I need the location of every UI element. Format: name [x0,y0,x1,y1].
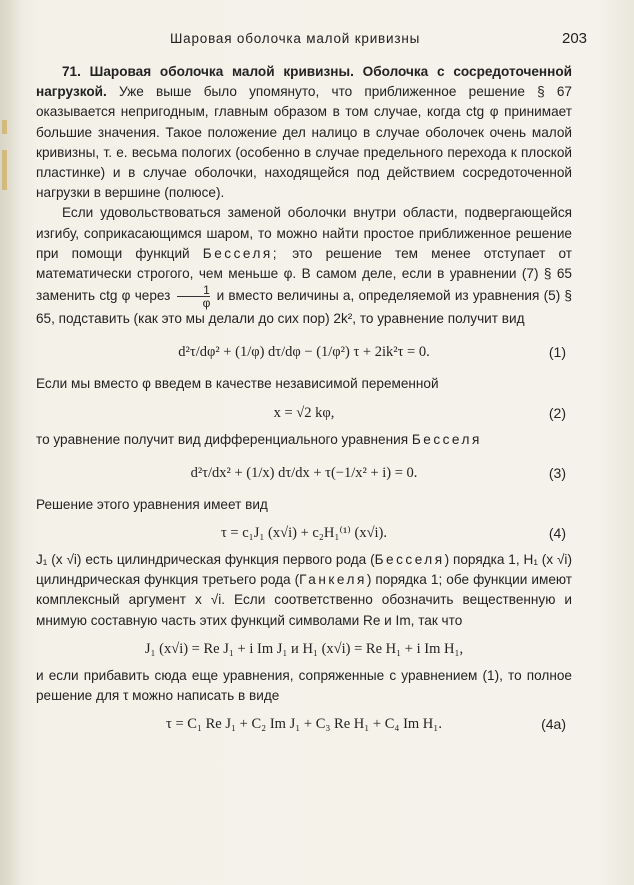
paragraph-solution [36,495,572,515]
equation-4 [36,518,572,548]
equation-4a [36,709,572,739]
fraction-numerator: 1 [203,283,210,298]
paragraph-text: Если мы вместо φ введем в качестве независимой переменной [36,376,439,392]
equation-label: (2) [548,404,566,421]
equation-re-im [36,634,572,664]
inline-fraction [177,284,211,309]
equation-label: (1) [548,344,566,361]
paragraph-text: и вместо величины a, определяемой из уравнения (5) § 65, подставить (как это мы делали до сих пор) 2k², то уравнение получит вид [36,288,572,327]
paragraph-text: J₁ (x √i) есть цилиндрическая функция первого рода ( [36,552,375,568]
name-bessel: Бесселя [411,431,482,447]
paragraph-text: это решение тем менее отступает от математически строгого, чем меньше φ. В самом деле, если в уравнении (7) § 65 заменить ctg φ через [36,245,572,304]
spine-mark [2,150,7,190]
page-number: 203 [562,30,588,47]
section-number: 71. [62,64,81,79]
running-head [0,31,634,53]
equation-expression: d²τ/dφ² + (1/φ) dτ/dφ − (1/φ²) τ + 2ik²τ = 0. [178,344,430,361]
paragraph-text: Уже выше было упомянуто, что приближенное решение § 67 оказывается непригодным, главным образом в том случае, когда ctg φ принимает большие значения. Такое положение дел налицо в случае оболочек очень малой кривизны, т. е. весьма пологих (особенно в случае предельного перехода к плоской пластинке) и в случае оболочки, находящейся под действием сосредоточенной нагрузки в вершине (полюсе). [36,84,572,201]
name-bessel: Бесселя; [202,245,280,261]
name-bessel: Бесселя [374,552,445,568]
equation-expression: x = √2 kφ, [273,404,335,421]
equation-label: (4) [548,525,566,542]
equation-expression: d²τ/dx² + (1/x) dτ/dx + τ(−1/x² + i) = 0. [190,464,418,481]
equation-3 [36,453,572,493]
paragraph-text: ) порядка 1, H₁ (x √i) цилиндрическая функция третьего рода ( [36,552,572,588]
equation-expression: τ = c₁J₁ (x√i) + c₂H₁⁽¹⁾ (x√i). [220,525,388,542]
fraction-denominator: φ [177,296,211,309]
paragraph-section-71 [36,62,572,203]
equation-2 [36,398,572,428]
name-hankel: Ганкеля [299,572,367,588]
body-text [36,62,572,741]
paragraph-bessel-equation [36,430,572,450]
paragraph-functions [36,550,572,631]
paragraph-text: Решение этого уравнения имеет вид [36,496,268,512]
equation-expression: J₁ (x√i) = Re J₁ + i Im J₁ и H₁ (x√i) = Re H₁ + i Im H₁, [144,640,464,657]
paragraph-text: Если удовольствоваться заменой оболочки внутри области, подвергающейся изгибу, соприкасающимся шаром, то можно найти простое приближенное решение при помощи функций [36,205,572,261]
paragraph-text: и если прибавить сюда еще уравнения, сопряженные с уравнением (1), то полное решение для τ можно написать в виде [36,667,572,704]
paragraph-full-solution [36,666,572,706]
running-head-title: Шаровая оболочка малой кривизны [170,31,421,46]
paragraph-text: ) порядка 1; обе функции имеют комплексный аргумент x √i. Если соответственно обозначить вещественную и мнимую составную часть этих функций символами Re и Im, так что [36,572,572,628]
spine-mark [2,120,7,134]
equation-1 [36,332,572,372]
paragraph-text: то уравнение получит вид дифференциального уравнения [36,431,409,447]
section-title: Шаровая оболочка малой кривизны. Оболочка с сосредоточенной нагрузкой. [36,64,573,100]
equation-label: (4a) [541,716,566,733]
equation-expression: τ = C₁ Re J₁ + C₂ Im J₁ + C₃ Re H₁ + C₄ Im H₁. [166,716,442,733]
paragraph-variable [36,374,572,394]
paragraph-bessel-intro [36,203,572,329]
equation-label: (3) [548,464,566,481]
